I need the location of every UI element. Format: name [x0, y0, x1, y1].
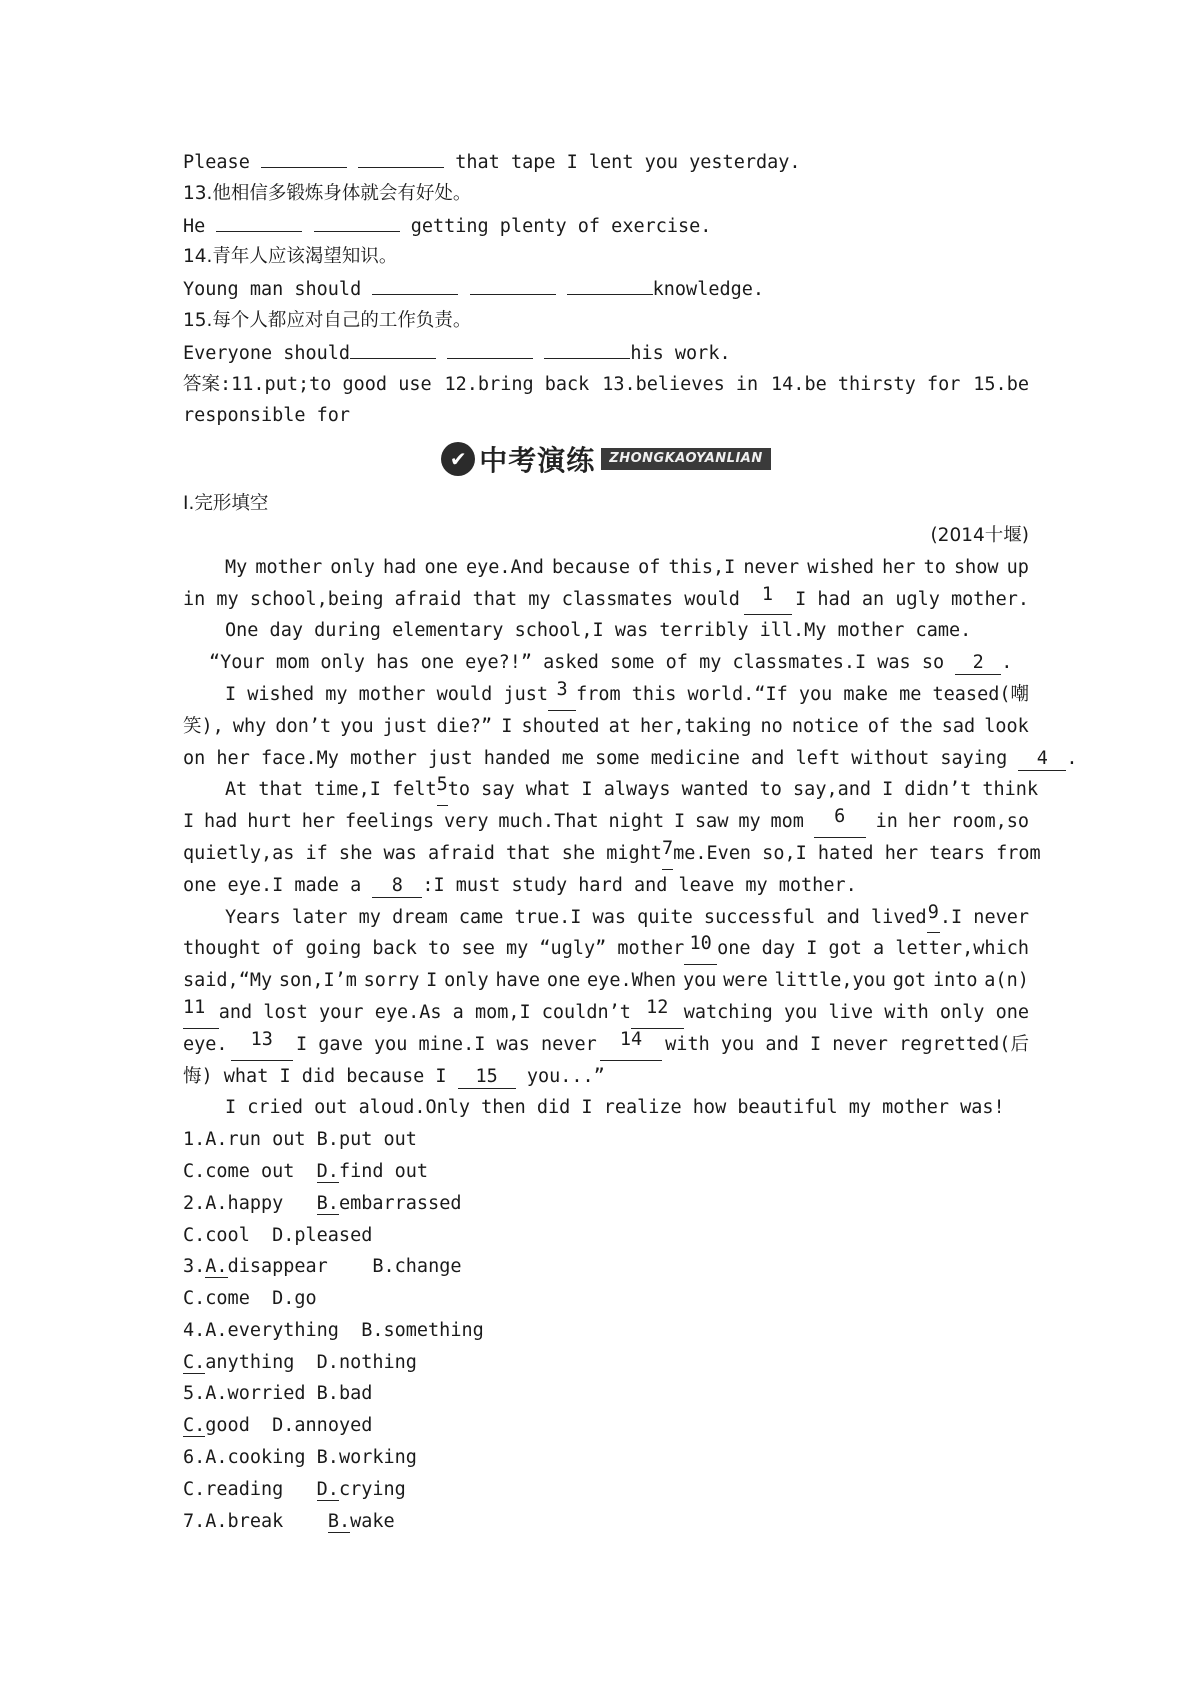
blank-number: 10 [684, 933, 717, 965]
passage-line [183, 552, 1029, 584]
text: He [183, 215, 206, 237]
word: eye.When [587, 970, 677, 992]
answer-item: 14.be thirsty for [771, 373, 961, 395]
passage-line [183, 997, 1029, 1029]
option: 2.A.happy [183, 1192, 284, 1214]
word: no [760, 715, 783, 737]
q14-english-line [183, 273, 1029, 305]
answer-blank [544, 337, 630, 359]
passage-line [183, 965, 1029, 997]
word: I [501, 715, 513, 737]
text: much.That [498, 811, 599, 833]
blank-number: 2 [955, 652, 1001, 675]
text: quietly,as if she was afraid that she might [183, 842, 662, 864]
text: that tape I lent you yesterday. [455, 152, 801, 173]
option-line [183, 1220, 1029, 1252]
answer-item: 12.bring back [444, 373, 590, 395]
text: I [183, 811, 195, 833]
document-body [183, 146, 1078, 1537]
answer-item: 15.be [973, 373, 1029, 395]
blank-number: 9 [927, 902, 940, 934]
option: 4.A.everything [183, 1319, 339, 1341]
passage-line [183, 711, 1029, 743]
word: My [225, 556, 248, 578]
option-line [183, 1188, 1029, 1220]
text: hurt [247, 811, 292, 833]
passage-line [183, 837, 1041, 870]
option: B.bad [316, 1383, 373, 1405]
q15-english-line [183, 337, 1029, 369]
text: and lost your eye.As a mom,I couldn’t [218, 1001, 631, 1023]
word: at [608, 715, 631, 737]
word: into [932, 970, 978, 992]
correct-answer-mark: D. [316, 1160, 339, 1182]
correct-answer-mark: B. [327, 1510, 351, 1532]
text: very [443, 811, 489, 833]
blank-number: 12 [631, 997, 684, 1029]
text: me.Even so,I hated her tears from [673, 842, 1041, 864]
word: to [923, 556, 946, 578]
word: I [426, 970, 438, 992]
text: her [301, 811, 336, 833]
q13-chinese: 13.他相信多锻炼身体就会有好处。 [183, 182, 472, 204]
option: B.working [316, 1447, 417, 1469]
word: the [899, 715, 933, 737]
word: got [892, 970, 927, 992]
word: die?” [436, 715, 493, 737]
word: her,taking [639, 715, 752, 737]
correct-answer-mark: B. [316, 1192, 339, 1214]
text: her [907, 811, 942, 833]
option: 5.A.worried [183, 1383, 306, 1405]
text: on her face.My mother just handed me some medicine and left without saying [183, 747, 1008, 769]
text: Please [183, 152, 250, 173]
word: wished [807, 556, 875, 578]
text: you...” [526, 1065, 605, 1087]
option-line [183, 1378, 1029, 1410]
text: my [738, 811, 761, 833]
word: were [723, 970, 768, 992]
text: I had an ugly mother. [795, 588, 1029, 610]
answer-blank [216, 210, 302, 232]
blank-number: 11 [183, 997, 219, 1029]
blank-number: 3 [548, 679, 576, 711]
passage-line [183, 743, 1078, 775]
answer-blank [358, 146, 444, 168]
answer-blank [261, 146, 347, 168]
passage-line: One day during elementary school,I was terribly ill.My mother came. [225, 620, 972, 642]
answer-blank [372, 273, 458, 295]
text: in [875, 811, 898, 833]
passage-line [183, 806, 1029, 838]
word: her [882, 556, 916, 578]
word: a(n) [984, 970, 1029, 992]
option-line [183, 1283, 1029, 1315]
word: little,you [774, 970, 886, 992]
option: find out [338, 1160, 429, 1182]
passage-line [183, 679, 1029, 711]
option: good [205, 1415, 250, 1437]
text: in my school,being afraid that my classmates would [183, 588, 740, 610]
text: one day I got a letter,which [717, 938, 1029, 960]
word: only [330, 556, 375, 578]
option: B.put out [316, 1129, 417, 1151]
text: I wished my mother would just [225, 683, 549, 705]
blank-number: 4 [1018, 748, 1066, 771]
answer-item: 答案:11.put;to good use [183, 373, 432, 395]
text: :I must study hard and leave my mother. [422, 874, 857, 896]
text: mom [770, 811, 804, 833]
text: “Your mom only has one eye?!” asked some of my classmates.I was so [209, 652, 945, 674]
option: disappear [227, 1256, 328, 1278]
word: because [552, 556, 631, 578]
text: Years later my dream came true.I was quite successful and lived [225, 906, 927, 928]
answers-line [183, 369, 1029, 401]
word: mother [255, 556, 323, 578]
section-heading: Ⅰ.完形填空 [183, 493, 269, 515]
text: . [1066, 747, 1078, 769]
word: had [382, 556, 417, 578]
q13-english-line [183, 210, 1029, 242]
word: look [984, 715, 1029, 737]
correct-answer-mark: D. [316, 1478, 339, 1500]
blank-number: 8 [372, 875, 422, 898]
option: D.go [272, 1288, 317, 1310]
blank-number: 14 [600, 1029, 662, 1061]
word: sorry [363, 970, 420, 992]
word: of [638, 556, 661, 578]
answer-item: 13.believes in [602, 373, 759, 395]
word: sad [941, 715, 976, 737]
text: 悔) what I did because I [183, 1065, 447, 1087]
blank-number: 6 [814, 806, 866, 838]
q12-english-line [183, 146, 1029, 178]
passage-line [183, 1061, 1029, 1093]
correct-answer-mark: A. [205, 1256, 228, 1278]
option: crying [338, 1478, 406, 1500]
text: .I never [939, 906, 1029, 928]
word: 笑), [183, 715, 224, 737]
correct-answer-mark: C. [183, 1415, 206, 1437]
text: Young man should [183, 279, 362, 301]
passage-line [183, 933, 1029, 965]
option: 3. [183, 1256, 206, 1278]
option-line [183, 1315, 1029, 1347]
text: from this world.“If you make me teased(嘲 [576, 683, 1029, 705]
blank-number: 15 [458, 1066, 516, 1089]
text: feelings [344, 811, 435, 833]
q15-chinese: 15.每个人都应对自己的工作负责。 [183, 309, 472, 331]
banner-subtitle: ZHONGKAOYANLIAN [601, 448, 770, 470]
word: one [424, 556, 458, 578]
passage-line [183, 647, 1029, 679]
option: D.annoyed [272, 1415, 373, 1437]
answer-blank [567, 273, 653, 295]
option-line [183, 1442, 1029, 1474]
word: why [232, 715, 267, 737]
text: to say what I always wanted to say,and I didn’t think [447, 779, 1039, 801]
passage-line [183, 902, 1029, 934]
q14-chinese: 14.青年人应该渴望知识。 [183, 246, 398, 268]
banner-title: 中考演练 [479, 444, 596, 478]
word: have [495, 970, 541, 992]
option-line [183, 1347, 1029, 1379]
option: 1.A.run out [183, 1129, 306, 1151]
option-line [183, 1251, 1029, 1283]
text: with you and I never regretted(后 [665, 1033, 1029, 1055]
option-line [183, 1474, 1029, 1506]
option: anything [205, 1351, 295, 1373]
text: getting plenty of exercise. [410, 215, 712, 237]
word: son,I’m [278, 970, 357, 992]
text: At that time,I felt [225, 779, 437, 801]
text: eye. [183, 1033, 228, 1055]
word: you [682, 970, 717, 992]
banner-graphic [441, 439, 770, 479]
correct-answer-mark: C. [183, 1351, 206, 1373]
word: this,I [668, 556, 736, 578]
answers-line-cont: responsible for [183, 405, 351, 427]
option: wake [350, 1510, 395, 1532]
text: I gave you mine.I was never [296, 1033, 597, 1055]
option: B.change [372, 1256, 462, 1278]
word: of [867, 715, 891, 737]
answer-blank [447, 337, 533, 359]
option: B.something [361, 1319, 484, 1341]
option: C.come out [183, 1160, 295, 1182]
answer-blank [350, 337, 436, 359]
word: notice [791, 715, 859, 737]
text: his work. [630, 342, 731, 364]
text: I [674, 811, 686, 833]
text: had [204, 811, 238, 833]
option: 6.A.cooking [183, 1447, 306, 1469]
option: C.reading [183, 1478, 284, 1500]
text: knowledge. [652, 279, 765, 301]
passage-line [183, 870, 1029, 902]
option-line [183, 1156, 1029, 1188]
word: only [444, 970, 489, 992]
text: Everyone should [183, 342, 351, 364]
blank-number: 7 [662, 838, 673, 870]
word: just [382, 715, 428, 737]
word: shouted [521, 715, 600, 737]
answer-blank [314, 210, 400, 232]
option-line [183, 1124, 1029, 1156]
word: said,“My [183, 970, 273, 992]
passage-line: I cried out aloud.Only then did I realize how beautiful my mother was! [225, 1097, 1005, 1119]
word: you [340, 715, 374, 737]
source-label: (2014十堰) [930, 524, 1029, 546]
blank-number: 13 [231, 1029, 293, 1061]
word: show [954, 556, 999, 578]
text: one eye.I made a [183, 874, 362, 896]
text: . [1001, 652, 1013, 674]
checkmark-icon: ✔ [441, 442, 475, 476]
text: night [608, 811, 665, 833]
passage-line [183, 584, 1029, 616]
option: 7.A.break [183, 1510, 284, 1532]
option: C.cool [183, 1224, 250, 1246]
passage-line [183, 1029, 1029, 1061]
answer-blank [470, 273, 556, 295]
option-line [183, 1506, 1029, 1538]
text: saw [695, 811, 729, 833]
text: room,so [951, 811, 1029, 833]
word: eye.And [465, 556, 544, 578]
blank-number: 5 [437, 774, 448, 806]
passage-line [183, 774, 1039, 806]
option: D.nothing [316, 1351, 417, 1373]
option-line [183, 1410, 1029, 1442]
option: embarrassed [338, 1192, 462, 1214]
text: watching you live with only one [683, 1001, 1029, 1023]
word: up [1006, 556, 1029, 578]
word: one [546, 970, 581, 992]
word: don’t [275, 715, 332, 737]
section-banner [183, 436, 1029, 482]
option: D.pleased [272, 1224, 373, 1246]
blank-number: 1 [744, 584, 792, 616]
option: C.come [183, 1288, 250, 1310]
word: never [743, 556, 800, 578]
text: thought of going back to see my “ugly” mother [183, 938, 685, 960]
